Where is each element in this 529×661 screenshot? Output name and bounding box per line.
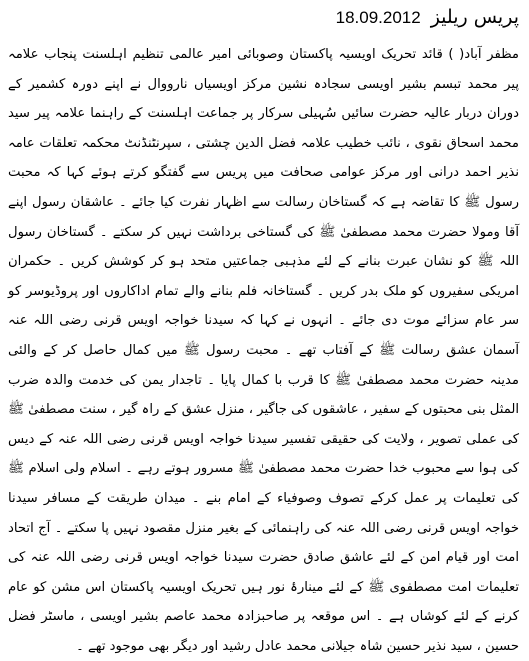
release-date: 18.09.2012 [335,8,421,27]
press-release-title: پریس ریلیز [430,6,519,28]
title-row [8,6,519,34]
press-release-body [8,40,519,661]
dateline: مظفر آباد( ) [448,47,519,62]
body-paragraph: قائد تحریک اویسیہ پاکستان وصوبائی امیر عالمی تنظیم اہلسنت پنجاب علامہ پیر محمد تبسم بشیر اویسی سجادہ نشین مرکز اویسیاں نارووال نے اپنے دورہ کشمیر کے دوران دربار عالیہ حضرت سائیں سُہیلی سرکار پر جماعت اہلسنت کے راہنما علامہ پیر سید محمد اسحاق نقوی ، نائب خطیب علامہ فضل الدین چشتی ، سپرنٹنڈنٹ محکمہ تعلقات عامہ نذیر احمد درانی اور مرکز عوامی صحافت میں پریس سے گفتگو کرتے ہوئے کہا کہ محبت رسول ﷺ کا تقاضہ ہے کہ گستاخان رسالت سے اظہار نفرت کیا جائے ۔ عاشقان رسول اپنے آقا ومولا حضرت محمد مصطفیٰ ﷺ کی گستاخی برداشت نہیں کر سکتے ۔ گستاخان رسول اللہ ﷺ کو نشان عبرت بنانے کے لئے مذہبی جماعتیں متحد ہو کر کوشش کریں ۔ حکمران امریکی سفیروں کو ملک بدر کریں ۔ گستاخانہ فلم بنانے والے تمام اداکاروں اور پروڈیوسر کو سر عام سزائے موت دی جائے ۔ انہوں نے کہا کہ سیدنا خواجہ اویس قرنی رضی اللہ عنہ آسمان عشق رسالت ﷺ کے آفتاب تھے ۔ محبت رسول ﷺ میں کمال حاصل کر کے والئی مدینہ حضرت محمد مصطفیٰ ﷺ کا قرب با کمال پایا ۔ تاجدار یمن کی خدمت والدہ ضرب المثل بنی محبتوں کے سفیر ، عاشقوں کی جاگیر ، منزل عشق کے راہ گیر ، سنت مصطفیٰ ﷺ کی عملی تصویر ، ولایت کی حقیقی تفسیر سیدنا خواجہ اویس قرنی رضی اللہ عنہ کے دیس کی ہوا سے محبوب خدا حضرت محمد مصطفیٰ ﷺ مسرور ہوتے رہے ۔ اسلام ولی اسلام ﷺ کی تعلیمات پر عمل کرکے تصوف وصوفیاء کے امام بنے ۔ میدان طریقت کے مسافر سیدنا خواجہ اویس قرنی رضی اللہ عنہ کی راہنمائی کے بغیر منزل مقصود نہیں پا سکتے ۔ آج اتحاد امت اور قیام امن کے لئے عاشق صادق حضرت سیدنا خواجہ اویس قرنی رضی اللہ عنہ کی تعلیمات امت مصطفوی ﷺ کے لئے مینارۂ نور ہیں تحریک اویسیہ پاکستان اس مشن کو عام کرنے کے لئے کوشاں ہے ۔ اس موقعہ پر صاحبزادہ محمد عاصم بشیر اویسی ، ماسٹر فضل حسین ، سید نذیر حسین شاہ جیلانی محمد عادل رشید اور دیگر بھی موجود تھے ۔ [8,47,519,654]
